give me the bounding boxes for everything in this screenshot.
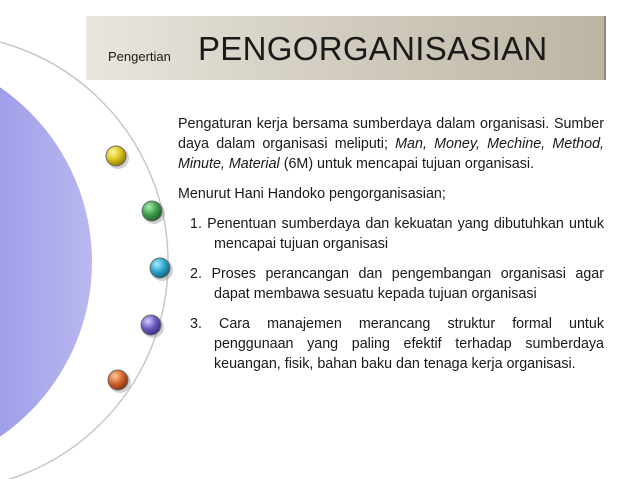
list-item: 2. Proses perancangan dan pengembangan organisasi agar dapat membawa sesuatu kepada tujuan organisasi [190, 266, 604, 302]
definition-text-after: (6M) untuk mencapai tujuan organisasi. [279, 156, 535, 172]
handoko-list [178, 214, 604, 374]
bullet-orange-icon [108, 370, 131, 393]
bullet-yellow-icon [106, 146, 129, 169]
bullet-cyan-icon [150, 258, 173, 281]
arc-fill-shape [0, 50, 92, 474]
intro-paragraph: Menurut Hani Handoko pengorganisasian; [178, 186, 446, 202]
bullet-green-icon [142, 201, 165, 224]
definition-resources: Man, Money, Mechine, Method, Minute, Material [178, 136, 605, 172]
header-label: Pengertian [108, 49, 171, 64]
definition-paragraph [178, 114, 604, 174]
list-item: 1. Penentuan sumberdaya dan kekuatan yang dibutuhkan untuk mencapai tujuan organisasi [190, 216, 604, 252]
definition-text-before: Pengaturan kerja bersama sumberdaya dalam organisasi. Sumber daya dalam organisasi meliputi; [178, 116, 604, 152]
slide-content [178, 114, 604, 374]
list-item: 3. Cara manajemen merancang struktur formal untuk penggunaan yang paling efektif terhadap sumberdaya keuangan, fisik, bahan baku dan tenaga kerja organisasi. [190, 316, 604, 372]
page-title: PENGORGANISASIAN [198, 30, 548, 67]
